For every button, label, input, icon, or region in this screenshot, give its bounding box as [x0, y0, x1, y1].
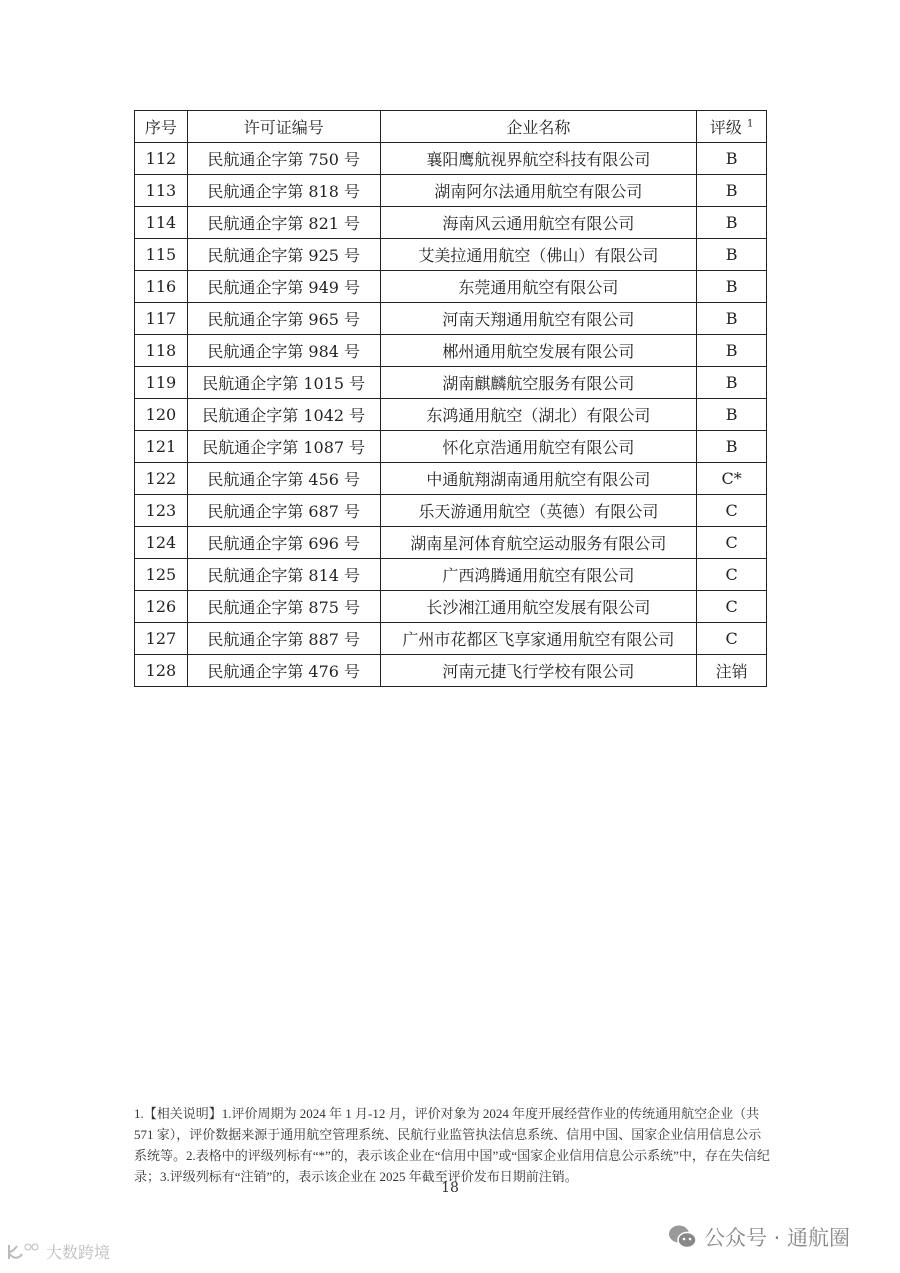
cell-index: 124 [135, 527, 188, 559]
watermark-wechat-text: 公众号 · 通航圈 [704, 1226, 851, 1250]
table-row [135, 335, 767, 367]
cell-license: 民航通企字第 476 号 [187, 655, 380, 687]
cell-company: 东莞通用航空有限公司 [380, 271, 697, 303]
table-row [135, 591, 767, 623]
table-header-row [135, 111, 767, 143]
table-row [135, 207, 767, 239]
cell-license: 民航通企字第 925 号 [187, 239, 380, 271]
cell-index: 117 [135, 303, 188, 335]
cell-company: 东鸿通用航空（湖北）有限公司 [380, 399, 697, 431]
table-row [135, 367, 767, 399]
header-company: 企业名称 [380, 111, 697, 143]
header-index: 序号 [135, 111, 188, 143]
cell-index: 112 [135, 143, 188, 175]
cell-company: 艾美拉通用航空（佛山）有限公司 [380, 239, 697, 271]
cell-rating: C [697, 495, 767, 527]
cell-rating: B [697, 303, 767, 335]
cell-rating: C [697, 591, 767, 623]
cell-company: 河南元捷飞行学校有限公司 [380, 655, 697, 687]
table-row [135, 655, 767, 687]
cell-index: 127 [135, 623, 188, 655]
cell-rating: 注销 [697, 655, 767, 687]
cell-index: 122 [135, 463, 188, 495]
cell-index: 126 [135, 591, 188, 623]
table-row [135, 463, 767, 495]
cell-company: 湖南麒麟航空服务有限公司 [380, 367, 697, 399]
watermark-logo-text: 大数跨境 [46, 1243, 111, 1262]
table-row [135, 399, 767, 431]
cell-license: 民航通企字第 984 号 [187, 335, 380, 367]
cell-rating: C [697, 527, 767, 559]
table-row [135, 239, 767, 271]
table-row [135, 527, 767, 559]
cell-index: 119 [135, 367, 188, 399]
cell-license: 民航通企字第 456 号 [187, 463, 380, 495]
cell-index: 115 [135, 239, 188, 271]
page-number: 18 [441, 1180, 459, 1196]
cell-rating: C* [697, 463, 767, 495]
cell-rating: B [697, 399, 767, 431]
cell-license: 民航通企字第 1042 号 [187, 399, 380, 431]
cell-company: 中通航翔湖南通用航空有限公司 [380, 463, 697, 495]
cell-rating: B [697, 431, 767, 463]
cell-license: 民航通企字第 1087 号 [187, 431, 380, 463]
cell-index: 114 [135, 207, 188, 239]
cell-company: 襄阳鹰航视界航空科技有限公司 [380, 143, 697, 175]
table-row [135, 623, 767, 655]
table-row [135, 495, 767, 527]
header-license: 许可证编号 [187, 111, 380, 143]
cell-rating: B [697, 175, 767, 207]
cell-rating: B [697, 239, 767, 271]
table-row [135, 271, 767, 303]
table-row [135, 143, 767, 175]
cell-company: 广州市花都区飞享家通用航空有限公司 [380, 623, 697, 655]
cell-company: 怀化京浩通用航空有限公司 [380, 431, 697, 463]
cell-index: 120 [135, 399, 188, 431]
cell-company: 广西鸿腾通用航空有限公司 [380, 559, 697, 591]
footnote-ref: 1 [746, 118, 754, 130]
cell-license: 民航通企字第 750 号 [187, 143, 380, 175]
cell-index: 116 [135, 271, 188, 303]
cell-license: 民航通企字第 818 号 [187, 175, 380, 207]
cell-index: 125 [135, 559, 188, 591]
header-rating-label: 评级 [709, 118, 742, 137]
cell-rating: B [697, 367, 767, 399]
cell-company: 乐天游通用航空（英德）有限公司 [380, 495, 697, 527]
header-rating [697, 111, 767, 143]
cell-company: 长沙湘江通用航空发展有限公司 [380, 591, 697, 623]
logo-icon [6, 1242, 42, 1262]
cell-rating: B [697, 271, 767, 303]
table-row [135, 175, 767, 207]
footnote: 1.【相关说明】1.评价周期为 2024 年 1 月-12 月，评价对象为 2024 年度开展经营作业的传统通用航空企业（共 571 家），评价数据来源于通用航空管理系统、民航行业监管执法信息系统、信用中国、国家企业信用信息公示系统等。2.表格中的评级列标有“*”的，表示该企业在“信用中国”或“国家企业信用信息公示系统”中，存在失信纪录；3.评级列标有“注销”的，表示该企业在 2025 年截至评价发布日期前注销。 [134, 1106, 770, 1184]
wechat-icon [668, 1224, 698, 1250]
cell-license: 民航通企字第 696 号 [187, 527, 380, 559]
cell-license: 民航通企字第 965 号 [187, 303, 380, 335]
cell-rating: C [697, 623, 767, 655]
cell-rating: B [697, 207, 767, 239]
table-row [135, 559, 767, 591]
cell-index: 123 [135, 495, 188, 527]
cell-rating: B [697, 143, 767, 175]
cell-index: 128 [135, 655, 188, 687]
cell-index: 113 [135, 175, 188, 207]
cell-company: 河南天翔通用航空有限公司 [380, 303, 697, 335]
cell-company: 湖南阿尔法通用航空有限公司 [380, 175, 697, 207]
cell-license: 民航通企字第 887 号 [187, 623, 380, 655]
table-row [135, 303, 767, 335]
cell-license: 民航通企字第 1015 号 [187, 367, 380, 399]
cell-index: 121 [135, 431, 188, 463]
watermark-wechat [668, 1222, 850, 1252]
cell-license: 民航通企字第 814 号 [187, 559, 380, 591]
cell-index: 118 [135, 335, 188, 367]
table-row [135, 431, 767, 463]
cell-license: 民航通企字第 875 号 [187, 591, 380, 623]
cell-company: 海南风云通用航空有限公司 [380, 207, 697, 239]
watermark-logo [6, 1240, 110, 1263]
rating-table [134, 110, 767, 687]
cell-license: 民航通企字第 687 号 [187, 495, 380, 527]
cell-license: 民航通企字第 949 号 [187, 271, 380, 303]
cell-company: 郴州通用航空发展有限公司 [380, 335, 697, 367]
cell-rating: C [697, 559, 767, 591]
cell-company: 湖南星河体育航空运动服务有限公司 [380, 527, 697, 559]
cell-license: 民航通企字第 821 号 [187, 207, 380, 239]
cell-rating: B [697, 335, 767, 367]
